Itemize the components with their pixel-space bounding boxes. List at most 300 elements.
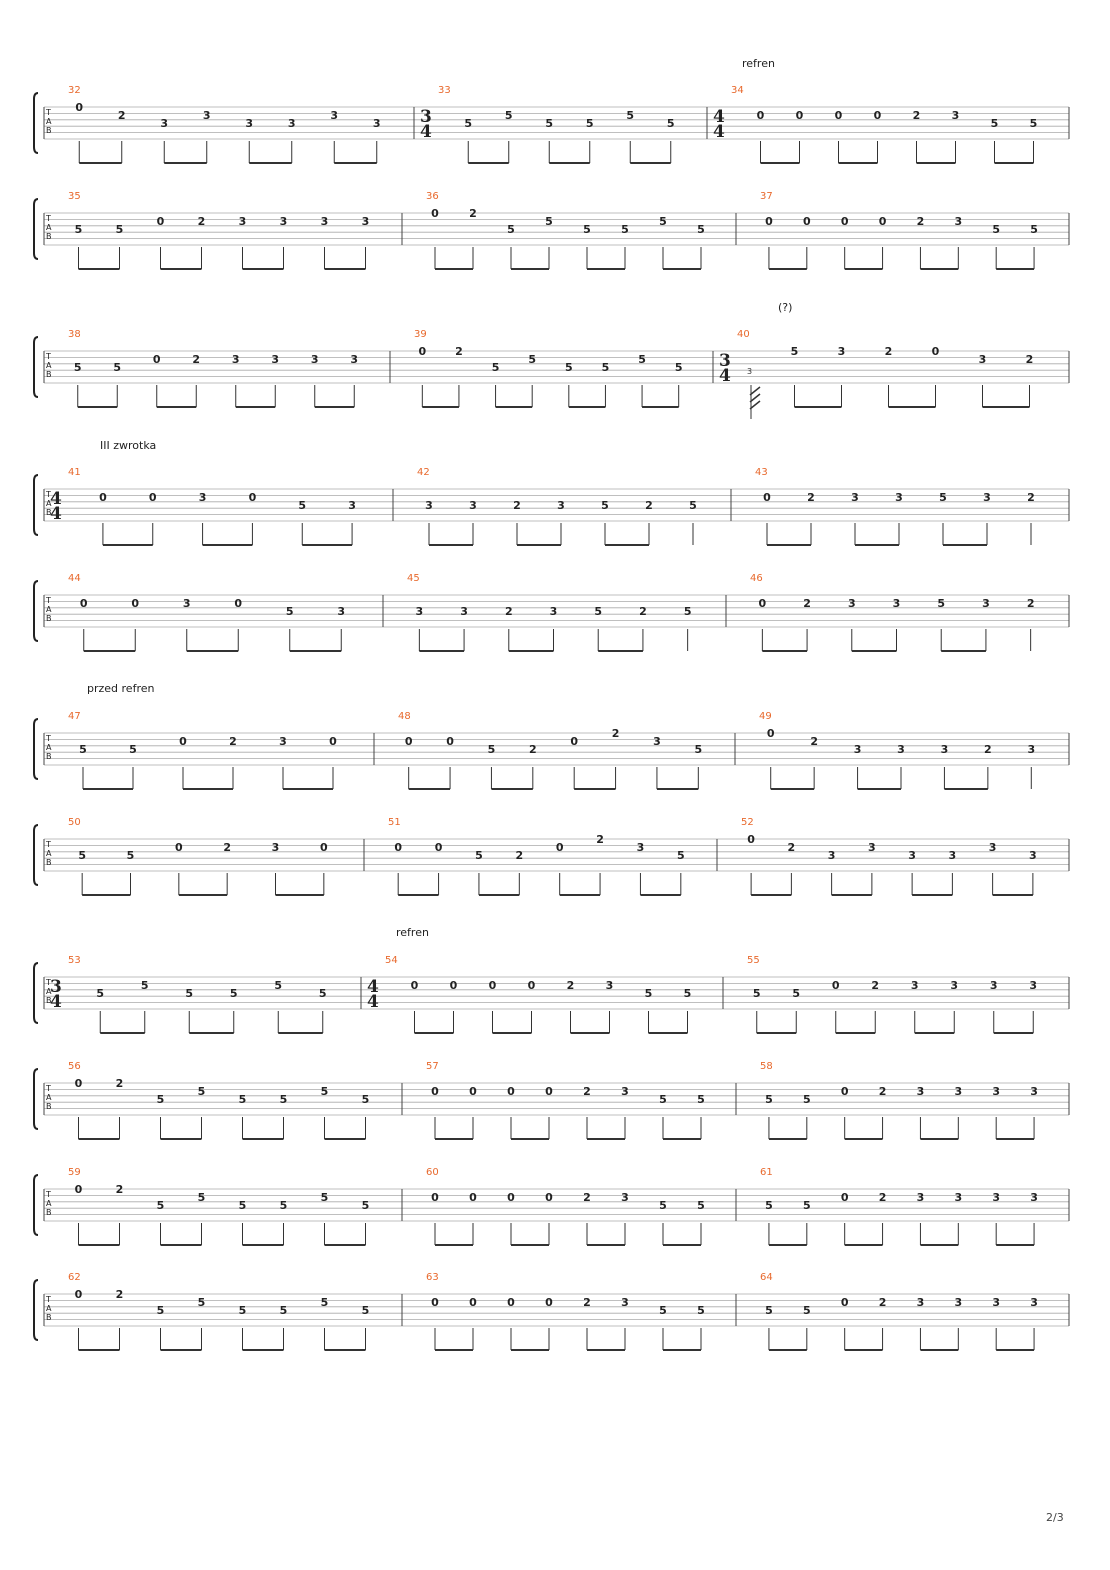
tab-clef-letter: B [46,614,52,623]
tab-clef-letter: A [46,1199,52,1208]
fret-number: 3 [954,1296,963,1309]
fret-number: 3 [988,841,997,854]
fret-number: 0 [394,841,403,854]
fret-number: 2 [611,727,620,740]
measure-number: 60 [426,1167,439,1178]
fret-number: 0 [329,735,337,748]
fret-number: 3 [279,735,287,748]
tab-clef-letter: B [46,508,52,517]
fret-number: 0 [248,491,257,504]
fret-number: 5 [318,987,327,1000]
fret-number: 3 [425,499,433,512]
fret-number: 5 [697,1093,705,1106]
section-label: III zwrotka [100,439,157,452]
fret-number: 5 [992,223,1001,236]
fret-number: 3 [549,605,558,618]
fret-number: 3 [350,353,359,366]
fret-number: 3 [992,1296,1001,1309]
fret-number: 2 [645,499,653,512]
fret-number: 3 [948,849,957,862]
fret-number: 5 [507,223,515,236]
fret-number: 2 [197,215,206,228]
fret-number: 3 [231,353,240,366]
tab-clef-letter: T [46,840,51,849]
fret-number: 3 [847,597,856,610]
system-bracket [34,1175,38,1235]
tab-clef-letter: A [46,743,52,752]
measure-number: 56 [68,1061,81,1072]
tab-clef-letter: A [46,499,52,508]
system-bracket [34,719,38,779]
fret-number: 5 [129,743,137,756]
fret-number: 5 [74,223,83,236]
fret-number: 5 [697,223,705,236]
tab-clef-letter: B [46,1313,52,1322]
tab-clef-letter: B [46,1102,52,1111]
fret-number: 5 [802,1304,811,1317]
fret-number: 5 [73,361,82,374]
measure-number: 59 [68,1167,81,1178]
section-label: (?) [778,301,793,314]
fret-number: 5 [279,1093,288,1106]
fret-number: 0 [545,1085,553,1098]
measure-number: 52 [741,817,754,828]
fret-number: 5 [601,361,610,374]
time-signature-top: 3 [50,977,62,997]
fret-number: 0 [834,109,843,122]
fret-number: 3 [361,215,370,228]
fret-number: 5 [197,1296,206,1309]
fret-number: 2 [504,605,513,618]
fret-number: 5 [298,499,307,512]
fret-number: 5 [279,1199,288,1212]
fret-number: 3 [954,1085,963,1098]
measure-number: 38 [68,329,81,340]
system-bracket [34,337,38,397]
measure-number: 57 [426,1061,439,1072]
fret-number: 2 [583,1296,591,1309]
fret-number: 5 [545,215,553,228]
fret-number: 5 [504,109,513,122]
fret-number: 5 [320,1191,329,1204]
fret-number: 0 [431,1085,439,1098]
fret-number: 3 [557,499,565,512]
measure-number: 48 [398,711,411,722]
fret-number: 5 [601,499,609,512]
tab-clef-letter: T [46,978,51,987]
measure-number: 61 [760,1167,773,1178]
tab-clef-letter: A [46,1304,52,1313]
fret-number: 0 [570,735,579,748]
fret-number: 3 [1030,1191,1038,1204]
tab-clef-letter: B [46,996,52,1005]
tab-clef-letter: A [46,605,52,614]
time-signature-top: 3 [719,351,731,371]
fret-number: 2 [803,597,811,610]
fret-number: 5 [238,1304,247,1317]
grace-note: 3 [747,367,753,376]
fret-number: 3 [895,491,903,504]
system-bracket [34,93,38,153]
fret-number: 0 [507,1191,515,1204]
fret-number: 5 [790,345,799,358]
system-bracket [34,199,38,259]
time-signature-bottom: 4 [713,122,725,142]
fret-number: 5 [659,1304,667,1317]
fret-number: 3 [310,353,319,366]
fret-number: 3 [868,841,876,854]
time-signature-bottom: 4 [50,504,62,524]
fret-number: 0 [75,101,84,114]
system-bracket [34,963,38,1023]
fret-number: 5 [185,987,194,1000]
time-signature-bottom: 4 [719,366,731,386]
fret-number: 5 [765,1304,773,1317]
system-bracket [34,1280,38,1340]
fret-number: 5 [197,1085,206,1098]
fret-number: 2 [884,345,893,358]
fret-number: 2 [513,499,521,512]
fret-number: 5 [238,1093,247,1106]
fret-number: 5 [621,223,629,236]
fret-number: 3 [271,353,280,366]
fret-number: 5 [697,1304,705,1317]
fret-number: 5 [1029,117,1038,130]
tab-clef-letter: A [46,361,52,370]
fret-number: 0 [234,597,243,610]
fret-number: 2 [515,849,524,862]
tab-clef-letter: B [46,370,52,379]
fret-number: 2 [566,979,575,992]
fret-number: 2 [639,605,647,618]
fret-number: 3 [415,605,424,618]
measure-number: 50 [68,817,81,828]
fret-number: 3 [950,979,959,992]
fret-number: 2 [117,109,126,122]
fret-number: 5 [274,979,283,992]
measure-number: 62 [68,1272,81,1283]
fret-number: 3 [238,215,247,228]
fret-number: 5 [583,223,591,236]
fret-number: 0 [99,491,107,504]
measure-number: 33 [438,85,451,96]
fret-number: 3 [460,605,468,618]
fret-number: 0 [131,597,140,610]
fret-number: 3 [469,499,477,512]
fret-number: 2 [912,109,921,122]
fret-number: 3 [940,743,949,756]
fret-number: 3 [892,597,901,610]
fret-number: 0 [446,735,454,748]
fret-number: 3 [827,849,836,862]
fret-number: 2 [223,841,231,854]
measure-number: 47 [68,711,81,722]
fret-number: 5 [279,1304,288,1317]
fret-number: 3 [245,117,254,130]
fret-number: 0 [469,1191,477,1204]
fret-number: 0 [766,727,775,740]
time-signature-bottom: 4 [367,992,379,1012]
fret-number: 0 [840,1085,849,1098]
fret-number: 0 [802,215,811,228]
fret-number: 5 [765,1199,773,1212]
fret-number: 5 [659,1199,667,1212]
fret-number: 3 [605,979,614,992]
fret-number: 5 [285,605,294,618]
tab-clef-letter: T [46,1190,51,1199]
section-label: przed refren [87,682,155,695]
measure-number: 34 [731,85,744,96]
time-signature-top: 4 [367,977,379,997]
fret-number: 5 [126,849,135,862]
fret-number: 0 [469,1085,477,1098]
fret-number: 0 [431,1191,439,1204]
fret-number: 0 [840,1296,849,1309]
tab-clef-letter: B [46,1208,52,1217]
fret-number: 0 [545,1191,553,1204]
fret-number: 2 [878,1191,887,1204]
fret-number: 0 [431,207,439,220]
fret-number: 5 [697,1199,705,1212]
tab-clef-letter: T [46,214,51,223]
measure-number: 49 [759,711,772,722]
fret-number: 2 [807,491,815,504]
fret-number: 0 [156,215,165,228]
fret-number: 0 [449,979,458,992]
fret-number: 2 [916,215,925,228]
system-bracket [34,1069,38,1129]
fret-number: 0 [756,109,765,122]
fret-number: 3 [954,1191,963,1204]
fret-number: 3 [279,215,288,228]
fret-number: 3 [916,1191,925,1204]
fret-number: 2 [469,207,477,220]
fret-number: 0 [763,491,771,504]
fret-number: 3 [837,345,846,358]
measure-number: 58 [760,1061,773,1072]
fret-number: 2 [115,1077,124,1090]
measure-number: 39 [414,329,427,340]
fret-number: 3 [954,215,963,228]
fret-number: 5 [140,979,149,992]
fret-number: 3 [989,979,998,992]
fret-number: 3 [202,109,211,122]
fret-number: 3 [182,597,191,610]
fret-number: 5 [197,1191,206,1204]
fret-number: 0 [873,109,882,122]
fret-number: 0 [840,1191,849,1204]
fret-number: 0 [527,979,536,992]
fret-number: 3 [621,1191,629,1204]
fret-number: 3 [337,605,346,618]
fret-number: 5 [937,597,946,610]
fret-number: 5 [96,987,105,1000]
tab-clef-letter: T [46,108,51,117]
fret-number: 5 [156,1093,165,1106]
fret-number: 2 [871,979,880,992]
fret-number: 3 [978,353,987,366]
tab-clef-letter: A [46,117,52,126]
fret-number: 5 [792,987,801,1000]
fret-number: 2 [787,841,796,854]
measure-number: 41 [68,467,81,478]
measure-number: 40 [737,329,750,340]
fret-number: 2 [810,735,818,748]
measure-number: 32 [68,85,81,96]
fret-number: 3 [951,109,960,122]
fret-number: 5 [238,1199,247,1212]
fret-number: 5 [229,987,238,1000]
fret-number: 5 [638,353,646,366]
measure-number: 42 [417,467,430,478]
fret-number: 0 [555,841,564,854]
fret-number: 3 [372,117,381,130]
fret-number: 0 [795,109,804,122]
measure-number: 51 [388,817,401,828]
fret-number: 0 [469,1296,477,1309]
fret-number: 0 [545,1296,553,1309]
fret-number: 3 [992,1085,1001,1098]
fret-number: 5 [79,743,87,756]
fret-number: 2 [583,1085,591,1098]
fret-number: 3 [653,735,661,748]
section-label: refren [742,57,775,70]
fret-number: 5 [802,1093,811,1106]
fret-number: 2 [878,1296,887,1309]
fret-number: 0 [840,215,849,228]
fret-number: 5 [585,117,594,130]
fret-number: 0 [831,979,840,992]
fret-number: 5 [939,491,947,504]
fret-number: 3 [910,979,919,992]
fret-number: 0 [765,215,773,228]
fret-number: 0 [152,353,161,366]
page-number: 2/3 [1046,1511,1064,1524]
fret-number: 5 [990,117,999,130]
fret-number: 5 [464,117,473,130]
fret-number: 0 [931,345,940,358]
fret-number: 3 [348,499,356,512]
fret-number: 5 [674,361,683,374]
fret-number: 5 [659,1093,667,1106]
fret-number: 3 [287,117,296,130]
tab-clef-letter: T [46,1084,51,1093]
fret-number: 2 [878,1085,887,1098]
fret-number: 3 [983,491,991,504]
fret-number: 5 [475,849,483,862]
fret-number: 5 [156,1199,165,1212]
measure-number: 64 [760,1272,773,1283]
measure-number: 54 [385,955,398,966]
fret-number: 5 [676,849,685,862]
fret-number: 0 [488,979,497,992]
fret-number: 3 [916,1296,925,1309]
fret-number: 0 [878,215,887,228]
fret-number: 5 [752,987,761,1000]
fret-number: 3 [160,117,169,130]
fret-number: 5 [113,361,122,374]
fret-number: 3 [916,1085,925,1098]
tab-clef-letter: T [46,1295,51,1304]
tab-clef-letter: T [46,490,51,499]
time-signature-top: 3 [420,107,432,127]
fret-number: 5 [659,215,667,228]
measure-number: 45 [407,573,420,584]
fret-number: 0 [747,833,755,846]
fret-number: 5 [156,1304,165,1317]
fret-number: 3 [1030,1296,1038,1309]
fret-number: 5 [1030,223,1038,236]
fret-number: 5 [78,849,86,862]
fret-number: 5 [320,1085,329,1098]
fret-number: 0 [74,1288,83,1301]
time-signature-top: 4 [713,107,725,127]
fret-number: 0 [320,841,328,854]
fret-number: 0 [418,345,427,358]
fret-number: 3 [992,1191,1001,1204]
fret-number: 2 [229,735,237,748]
measure-number: 44 [68,573,81,584]
fret-number: 5 [694,743,703,756]
fret-number: 3 [271,841,280,854]
fret-number: 5 [802,1199,811,1212]
fret-number: 5 [689,499,697,512]
fret-number: 5 [765,1093,773,1106]
fret-number: 0 [74,1077,83,1090]
fret-number: 2 [1027,491,1035,504]
tab-clef-letter: A [46,987,52,996]
fret-number: 3 [198,491,207,504]
fret-number: 5 [361,1199,370,1212]
fret-number: 3 [1027,743,1036,756]
fret-number: 5 [683,987,692,1000]
fret-number: 2 [115,1288,124,1301]
measure-number: 43 [755,467,768,478]
system-bracket [34,475,38,535]
measure-number: 35 [68,191,81,202]
fret-number: 5 [644,987,653,1000]
tab-clef-letter: A [46,1093,52,1102]
tab-clef-letter: B [46,126,52,135]
fret-number: 0 [74,1183,83,1196]
fret-number: 2 [528,743,537,756]
fret-number: 3 [853,743,862,756]
fret-number: 0 [148,491,157,504]
measure-number: 53 [68,955,81,966]
fret-number: 3 [897,743,905,756]
fret-number: 5 [115,223,124,236]
fret-number: 5 [361,1304,370,1317]
fret-number: 0 [404,735,413,748]
fret-number: 0 [410,979,419,992]
fret-number: 5 [626,109,635,122]
fret-number: 5 [487,743,496,756]
system-bracket [34,825,38,885]
fret-number: 0 [758,597,767,610]
time-signature-bottom: 4 [50,992,62,1012]
fret-number: 0 [507,1085,515,1098]
fret-number: 0 [507,1296,515,1309]
fret-number: 5 [528,353,537,366]
fret-number: 2 [115,1183,124,1196]
fret-number: 2 [1026,597,1035,610]
fret-number: 3 [851,491,859,504]
time-signature-bottom: 4 [420,122,432,142]
measure-number: 63 [426,1272,439,1283]
tab-clef-letter: A [46,223,52,232]
measure-number: 46 [750,573,763,584]
tab-clef-letter: T [46,734,51,743]
